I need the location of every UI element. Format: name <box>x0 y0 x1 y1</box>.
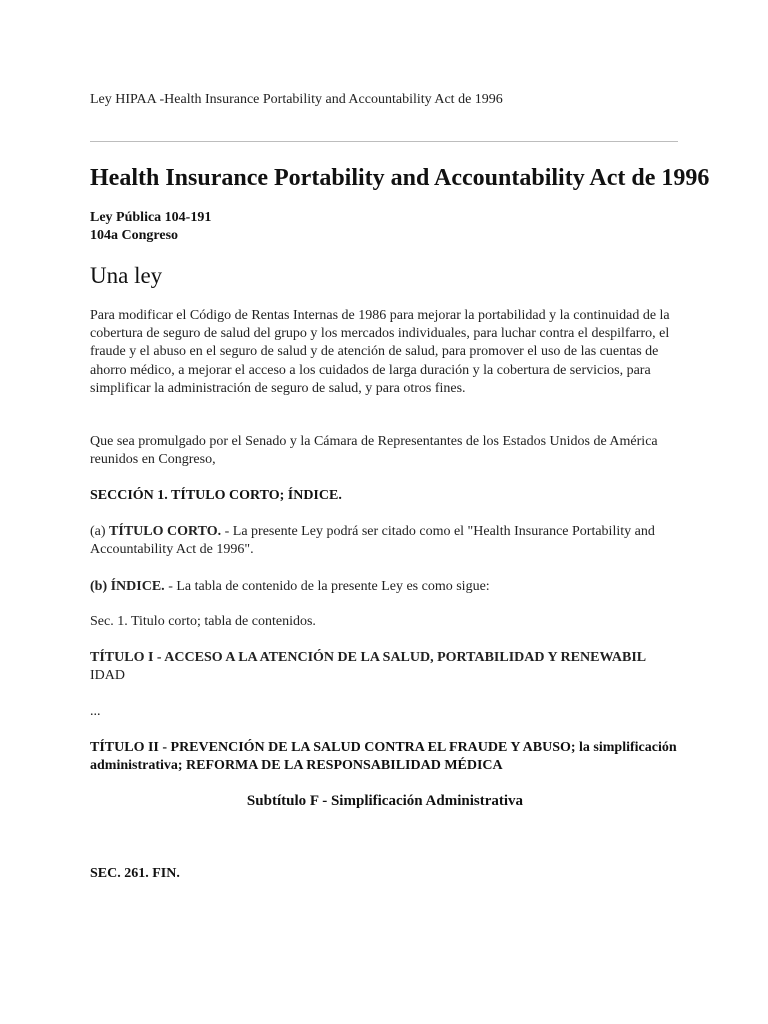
toc-sec1: Sec. 1. Titulo corto; tabla de contenidos. <box>90 614 316 629</box>
congress-label: 104a Congreso <box>90 228 179 243</box>
index-label: (b) ÍNDICE. <box>90 579 165 594</box>
sec261-heading: SEC. 261. FIN. <box>90 866 180 881</box>
title2-heading: TÍTULO II - PREVENCIÓN DE LA SALUD CONTRA EL FRAUDE Y ABUSO; la simplificación administrativa; REFORMA DE LA RESPONSABILIDAD MÉDICA <box>90 740 677 773</box>
enacting-clause: Que sea promulgado por el Senado y la Cámara de Representantes de los Estados Unidos de América reunidos en Congreso, <box>90 434 658 468</box>
document-title: Health Insurance Portability and Accountability Act de 1996 <box>90 165 710 191</box>
index-text: - La tabla de contenido de la presente Ley es como sigue: <box>164 579 490 594</box>
title1-bold: TÍTULO I - ACCESO A LA ATENCIÓN DE LA SALUD, PORTABILIDAD Y RENEWABIL <box>90 650 647 665</box>
law-number: Ley Pública 104-191 <box>90 210 212 225</box>
short-title-label: TÍTULO CORTO. <box>109 524 222 539</box>
horizontal-divider <box>90 141 678 142</box>
ellipsis: ... <box>90 704 101 719</box>
short-title-paragraph <box>90 523 680 559</box>
index-paragraph <box>90 578 680 596</box>
subtitle-f: Subtítulo F - Simplificación Administrativa <box>246 793 524 809</box>
section-heading: Una ley <box>90 263 163 288</box>
short-title-text: - La presente Ley podrá ser citado como el "Health Insurance Portability and Accountability Act de 1996". <box>90 524 655 558</box>
short-title-prefix: (a) <box>90 524 110 539</box>
purpose-paragraph: Para modificar el Código de Rentas Internas de 1986 para mejorar la portabilidad y la continuidad de la cobertura de seguro de salud del grupo y los mercados individuales, para luchar contra el despilfarro, el fraude y el abuso en el seguro de salud y de atención de salud, para promover el uso de las cuentas de ahorro médico, a mejorar el acceso a los cuidados de larga duración y la cobertura de servicios, para simplificar la administración de seguro de salud, y para otros fines. <box>90 308 670 396</box>
header-line: Ley HIPAA -Health Insurance Portability and Accountability Act de 1996 <box>90 92 503 107</box>
section1-heading: SECCIÓN 1. TÍTULO CORTO; ÍNDICE. <box>90 488 342 503</box>
title1-normal: IDAD <box>90 668 125 683</box>
title1-heading <box>90 649 650 685</box>
